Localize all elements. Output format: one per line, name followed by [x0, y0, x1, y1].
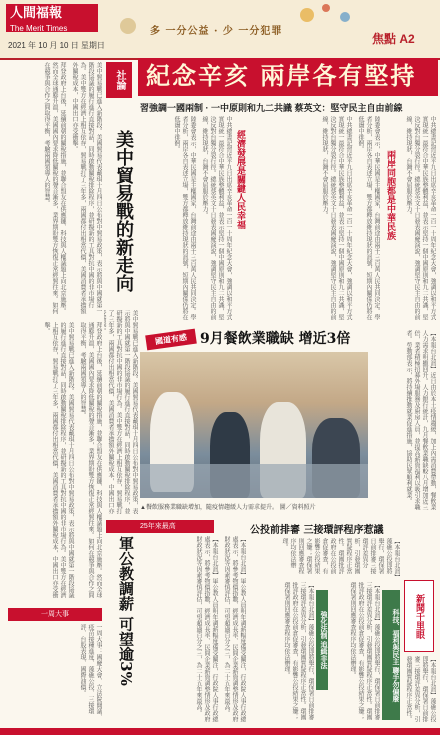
- main-story-body-2: [250, 116, 380, 324]
- decoration-dot-icon: [120, 18, 136, 34]
- body-paragraph: 美中貿易戰已進入新階段。美國貿易代表戴琪十月四日公布對中貿易政策，表示將與中國就第一階段協議的履行進行直接對話，同時啟動關稅排除程序，並研擬新的工具對抗中國的非市場行為。美中雙方在經濟上相互依存，貿易戰打了三年多，兩國都付出相當代價，美國消費者承擔額外關稅成本，中國出口亦受衝擊。: [71, 62, 101, 314]
- pull-quote: 兩岸同胞都是中華民族: [385, 150, 395, 240]
- issue-date: 2021 年 10 月 10 日 星期日: [8, 41, 105, 50]
- green-column-label: 科技、福利與民主 聯手勿偏廢: [382, 590, 400, 720]
- editorial-body-3: [104, 310, 138, 515]
- right-story-body-3: [330, 582, 380, 724]
- body-paragraph: 拜登政府上台後，延續前朝的關稅措施，並聯合盟友在供應鏈、科技與人權議題上向北京施壓。然而全球通膨升溫，美國國內要求降低關稅的聲音漸多，業界期盼雙方恢復正常經貿往來。如何在競爭與合作之間取得平衡，考驗兩國領導人的智慧。: [43, 62, 65, 314]
- right-story-title: 公投前排審 三接環評程序惹議: [250, 525, 384, 536]
- lower-story-title: 軍公教調薪 可望逾3%: [117, 536, 135, 686]
- editorial-title: 美中貿易戰的新走向: [113, 130, 134, 292]
- body-paragraph: 【本報台北訊】藻礁公投即將舉行，環保署日前排審三接環評差異分析，引發環團質疑程序正當性。環團批評政府在公投前倉促審查，有影響公投結果之嫌；環保署則回應審查程序均依法辦理。: [283, 582, 313, 720]
- feature-body: [372, 330, 436, 515]
- feature-tag: 國道有感: [145, 329, 197, 351]
- feature-title: 9月餐飲業職缺 增近3倍: [200, 331, 351, 347]
- right-story-body: [250, 538, 400, 578]
- body-paragraph: 中共總書記習近平九日出席辛亥革命一百一十周年紀念大會，強調以和平方式實現統一最符合中華民族整體利益，並表示堅持一個中國原則和九二共識，堅決反對台獨分裂行徑。總統蔡英文十日發表國慶演說，強調堅守民主自由的前線，維持現狀，台灣不會屈服於壓力。: [405, 116, 435, 320]
- body-paragraph: 美中貿易戰已進入新階段。美國貿易代表戴琪十月四日公布對中貿易政策，表示將與中國就第一階段協議的履行進行直接對話，同時啟動關稅排除程序，並研擬新的工具對抗中國的非市場行為。美中雙方在經濟上相互依存，貿易戰打了三年多，兩國都付出相當代價，美國消費者承擔額外關稅成本，中國出口亦受衝擊。: [43, 322, 73, 598]
- photo-caption: ▲餐飲服務業職缺增加，隨疫情趨緩人力需求提升。 圖／資料照片: [140, 505, 316, 511]
- main-story-body: [140, 116, 232, 324]
- body-paragraph: 【本報台北訊】軍公教人員明年調薪幅度備受關注，行政院人事行政總處表示，將參考物價指數、經濟成長率、民間企業薪資調整情形及政府財政狀況等因素審慎評估，可望超過百分之三，為二十五年來最高。: [223, 536, 245, 722]
- body-paragraph: 【本報台北訊】軍公教人員明年調薪幅度備受關注，行政院人事行政總處表示，將參考物價指數、經濟成長率、民間企業薪資調整情形及政府財政狀況等因素審慎評估，可望超過百分之三，為二十五年來最高。: [195, 536, 217, 722]
- weekly-body: [8, 624, 102, 724]
- body-paragraph: 拜登政府上台後，延續前朝的關稅措施，並聯合盟友在供應鏈、科技與人權議題上向北京施壓。然而全球通膨升溫，美國國內要求降低關稅的聲音漸多，業界期盼雙方恢復正常經貿往來。如何在競爭與合作之間取得平衡，考驗兩國領導人的智慧。: [79, 322, 101, 598]
- editorial-tag: 社論: [106, 62, 132, 98]
- editorial-body-2: [6, 322, 102, 602]
- right-story-body-2: [250, 582, 314, 724]
- decoration-dot-icon: [322, 4, 330, 12]
- body-paragraph: 【本報台北訊】藻礁公投即將舉行，環保署日前排審三接環評差異分析，引發環團質疑程序正當性。環團批評政府在公投前倉促審查，有影響公投結果之嫌；環保署則回應審查程序均依法辦理。: [281, 538, 399, 577]
- body-paragraph: 一周大事：國慶大會、立法院開議、疫苗接種進度、藻礁公投、三接環評、台股表現、國際油價。: [79, 624, 101, 720]
- logo-text: 人間福報: [10, 6, 63, 21]
- weekly-tag: 一周大事: [8, 608, 102, 621]
- lower-story-body: [140, 536, 246, 724]
- decoration-dot-icon: [300, 8, 314, 22]
- body-paragraph: 中共總書記習近平九日出席辛亥革命一百一十周年紀念大會，強調以和平方式實現統一最符合中華民族整體利益，並表示堅持一個中國原則和九二共識，堅決反對台獨分裂行徑。總統蔡英文十日發表國慶演說，強調堅守民主自由的前線，維持現狀，台灣不會屈服於壓力。: [321, 116, 351, 320]
- body-paragraph: 陸委會表示，中華民國是主權國家，台灣前途由兩千三百萬人民共同決定。學者分析，兩岸各自表述立場，雙方都釋放維持現狀的訊號，短期內關係仍將在低盪中徘徊。: [173, 116, 195, 320]
- body-paragraph: 【本報台北訊】藻礁公投即將舉行，環保署日前排審三接環評差異分析，引發環團質疑程序正當性。: [405, 656, 435, 722]
- editorial-body: [6, 62, 102, 317]
- green-column-label: 強化法制 追緝非法: [316, 590, 328, 690]
- body-paragraph: 中共總書記習近平九日出席辛亥革命一百一十周年紀念大會，強調以和平方式實現統一最符合中華民族整體利益，並表示堅持一個中國原則和九二共識，堅決反對台獨分裂行徑。總統蔡英文十日發表國慶演說，強調堅守民主自由的前線，維持現狀，台灣不會屈服於壓力。: [201, 116, 231, 320]
- main-headline: 紀念辛亥 兩岸各有堅持: [146, 61, 417, 90]
- decoration-dot-icon: [340, 12, 350, 22]
- masthead-slogan: 多 一分公益 · 少 一分犯罪: [150, 26, 283, 37]
- body-paragraph: 陸委會表示，中華民國是主權國家，台灣前途由兩千三百萬人民共同決定。學者分析，兩岸各自表述立場，雙方都釋放維持現狀的訊號，短期內關係仍將在低盪中徘徊。: [357, 116, 379, 320]
- lower-story-tag: 25年來最高: [106, 520, 214, 533]
- right-box-body: [404, 656, 436, 724]
- body-paragraph: 美中貿易戰已進入新階段。美國貿易代表戴琪十月四日公布對中貿易政策，表示將與中國就第一階段協議的履行進行直接對話，同時啟動關稅排除程序，並研擬新的工具對抗中國的非市場行為。美中雙方在經濟上相互依存，貿易戰打了三年多，兩國都付出相當代價，美國消費者承擔額外關稅成本，中國出口亦: [107, 310, 137, 514]
- footer-rule: [0, 728, 440, 735]
- main-subhead: 習強調一國兩制 · 一中原則和九二共識 蔡英文：堅守民主自由前線: [140, 103, 403, 113]
- lower-filler: [104, 710, 138, 726]
- body-paragraph: 【本報台北訊】藻礁公投即將舉行，環保署日前排審三接環評差異分析，引發環團質疑程序正當性。環團批評政府在公投前倉促審查，有影響公投結果之嫌；環保署則回應審查程序均依法辦理。: [349, 582, 379, 720]
- section-label: 焦點 A2: [372, 32, 415, 46]
- news-box-label: 新聞千里眼: [404, 580, 434, 652]
- body-paragraph: 【本報台北訊】近日由於本土疫情趨緩，加上內需消費帶動，餐飲業人力需求明顯回升。人力銀行統計，九月餐飲業職缺較八月增加近三倍，業者積極招募外場服務及廚房人員，並提高薪資福利以吸引求職者。勞動部表示，將持續推動就業促進措施，協助民眾順利就業。: [405, 330, 435, 510]
- feature-photo: [140, 352, 368, 498]
- main-story-body-3: [398, 116, 436, 324]
- logo-english: The Merit Times: [10, 24, 68, 33]
- newspaper-logo: [6, 4, 98, 32]
- counter-shape: [140, 464, 368, 498]
- pull-quote: 經濟發展是關鍵人民幸福: [235, 130, 245, 229]
